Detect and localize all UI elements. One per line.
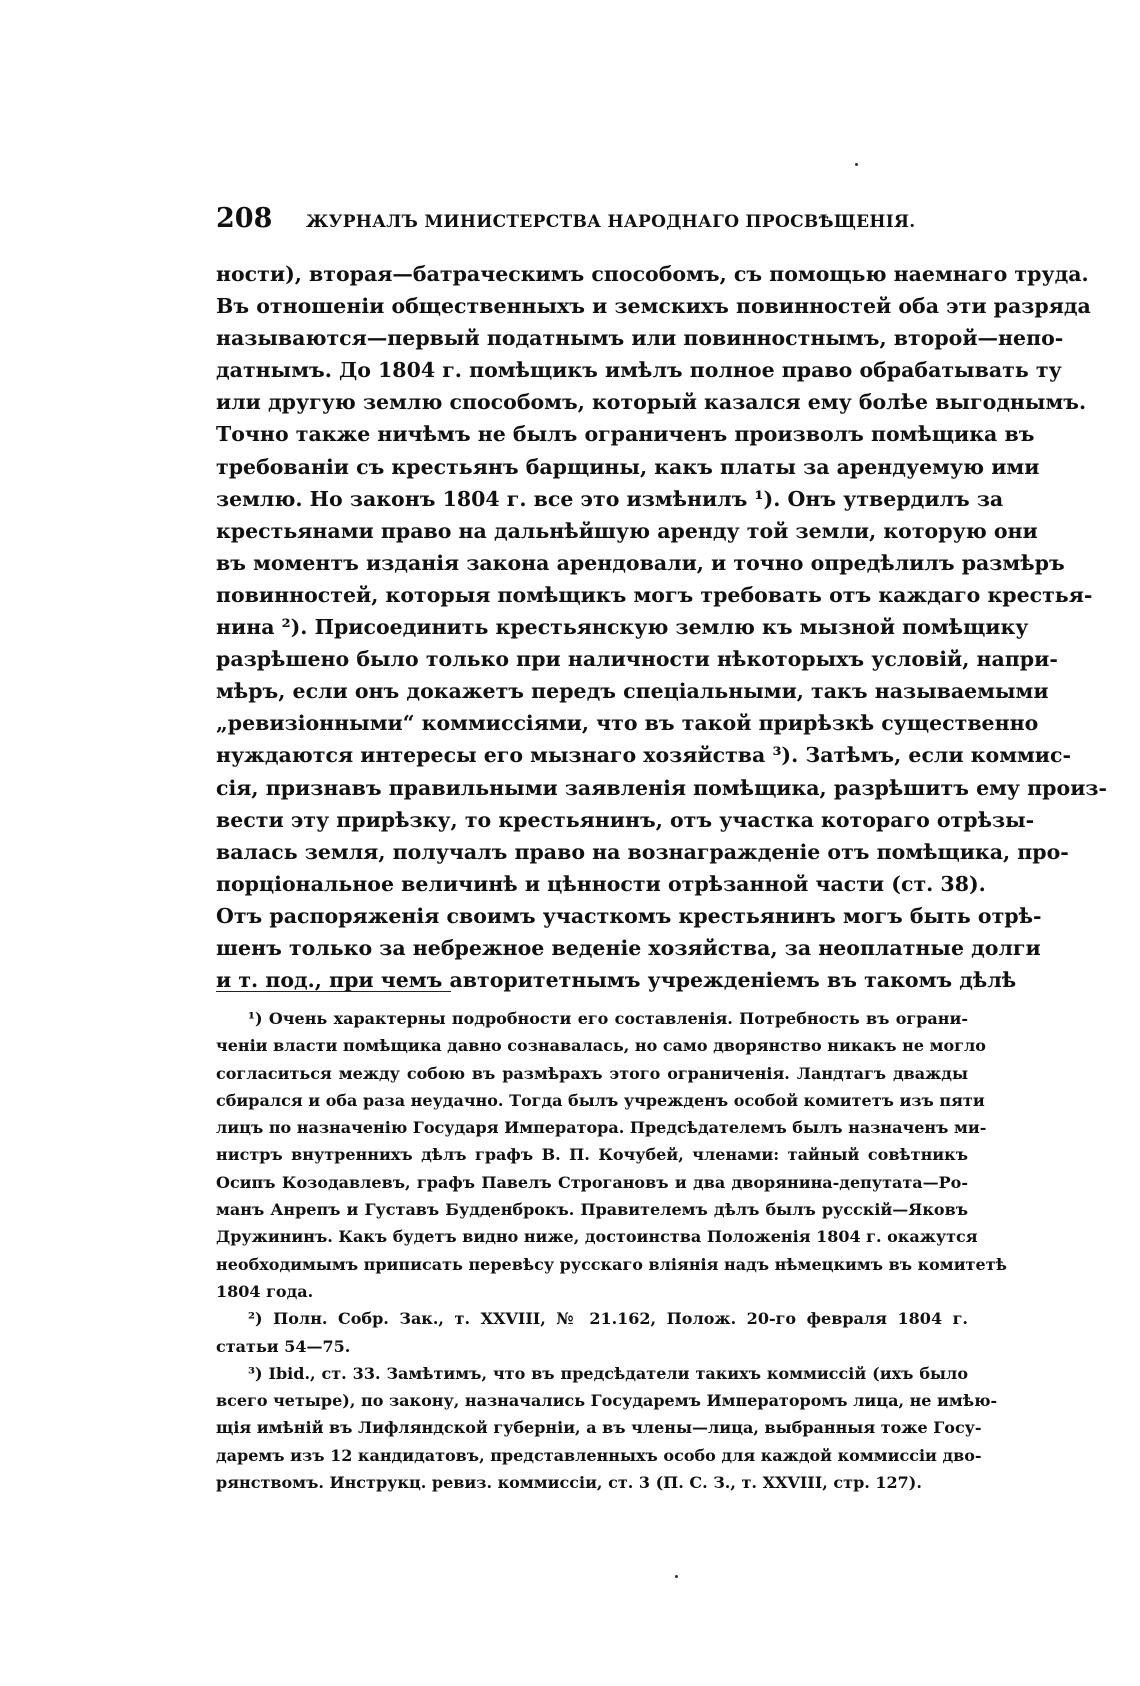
scan-speck bbox=[675, 1575, 678, 1578]
text-line: сія, признавъ правильными заявленія помѣщика, разрѣшитъ ему произ- bbox=[216, 775, 1107, 800]
text-line: вести эту прирѣзку, то крестьянинъ, отъ участка котораго отрѣзы- bbox=[216, 807, 1035, 832]
text-line: въ моментъ изданія закона арендовали, и точно опредѣлилъ размѣръ bbox=[216, 550, 1065, 575]
page-header bbox=[216, 203, 968, 239]
text-line: Точно также ничѣмъ не былъ ограниченъ произволъ помѣщика въ bbox=[216, 422, 1035, 447]
text-line: порціональное величинѣ и цѣнности отрѣзанной части (ст. 38). bbox=[216, 871, 986, 896]
text-line: нуждаются интересы его мызнаго хозяйства ³). Затѣмъ, если коммис- bbox=[216, 743, 1072, 768]
footnotes bbox=[216, 1005, 1007, 1496]
running-title: ЖУРНАЛЪ МИНИСТЕРСТВА НАРОДНАГО ПРОСВѢЩЕНІЯ. bbox=[306, 212, 916, 232]
text-line: шенъ только за небрежное веденіе хозяйства, за неоплатные долги bbox=[216, 935, 1041, 960]
text-line: Въ отношеніи общественныхъ и земскихъ повинностей оба эти разряда bbox=[216, 294, 1091, 319]
footnote-line: ²) Полн. Собр. Зак., т. XXVIII, № 21.162, Полож. 20-го февраля 1804 г. bbox=[248, 1309, 968, 1329]
text-line: называются—первый податнымъ или повинностнымъ, второй—непо- bbox=[216, 326, 1064, 351]
footnote-line: необходимымъ приписать перевѣсу русскаго вліянія надъ нѣмецкимъ въ комитетѣ bbox=[216, 1254, 1007, 1274]
text-line: мѣръ, если онъ докажетъ передъ спеціальными, такъ называемыми bbox=[216, 679, 1049, 704]
text-line: ности), вторая—батраческимъ способомъ, съ помощью наемнаго труда. bbox=[216, 262, 1089, 286]
footnote-line: ¹) Очень характерны подробности его составленія. Потребность въ ограни- bbox=[248, 1009, 968, 1028]
footnote-line: рянствомъ. Инструкц. ревиз. коммиссіи, ст. 3 (П. С. З., т. XXVIII, стр. 127). bbox=[216, 1473, 922, 1493]
footnote-2 bbox=[216, 1305, 968, 1360]
footnote-line: нистръ внутреннихъ дѣлъ графъ В. П. Кочубей, членами: тайный совѣтникъ bbox=[216, 1145, 968, 1165]
text-line: крестьянами право на дальнѣйшую аренду той земли, которую они bbox=[216, 518, 1038, 543]
footnote-1 bbox=[216, 1005, 1007, 1305]
text-line: и т. под., при чемъ авторитетнымъ учрежденіемъ въ такомъ дѣлѣ bbox=[216, 968, 1017, 993]
footnote-3 bbox=[216, 1360, 998, 1496]
footnote-divider bbox=[216, 991, 451, 992]
text-line: землю. Но законъ 1804 г. все это измѣнилъ ¹). Онъ утвердилъ за bbox=[216, 486, 1004, 511]
footnote-line: даремъ изъ 12 кандидатовъ, представленныхъ особо для каждой коммиссіи дво- bbox=[216, 1445, 982, 1465]
text-line: Отъ распоряженія своимъ участкомъ крестьянинъ могъ быть отрѣ- bbox=[216, 903, 1042, 928]
footnote-line: статьи 54—75. bbox=[216, 1336, 351, 1356]
text-line: валась земля, получалъ право на вознагражденіе отъ помѣщика, про- bbox=[216, 839, 1069, 864]
text-line: нина ²). Присоединить крестьянскую землю къ мызной помѣщику bbox=[216, 615, 1029, 640]
footnote-line: щія имѣній въ Лифляндской губерніи, а въ члены—лица, выбранныя тоже Госу- bbox=[216, 1418, 982, 1438]
text-line: или другую землю способомъ, который казался ему болѣе выгоднымъ. bbox=[216, 390, 1087, 415]
footnote-line: всего четыре), по закону, назначались Государемъ Императоромъ лица, не имѣю- bbox=[216, 1391, 998, 1411]
page-number: 208 bbox=[216, 203, 273, 234]
text-line: требованіи съ крестьянъ барщины, какъ платы за арендуемую ими bbox=[216, 454, 1040, 479]
footnote-line: ченіи власти помѣщика давно сознавалась, но само дворянство никакъ не могло bbox=[216, 1036, 986, 1056]
main-text bbox=[216, 258, 1107, 996]
footnote-line: ³) Ibid., ст. 33. Замѣтимъ, что въ предсѣдатели такихъ коммиссій (ихъ было bbox=[248, 1363, 968, 1383]
text-line: „ревизіонными“ коммиссіями, что въ такой прирѣзкѣ существенно bbox=[216, 711, 1039, 736]
footnote-line: манъ Анрепъ и Густавъ Будденброкъ. Правителемъ дѣлъ былъ русскій—Яковъ bbox=[216, 1200, 968, 1220]
scan-speck bbox=[855, 163, 858, 166]
footnote-line: Осипъ Козодавлевъ, графъ Павелъ Строгановъ и два дворянина-депутата—Ро- bbox=[216, 1172, 968, 1192]
footnote-line: согласиться между собою въ размѣрахъ этого ограниченія. Ландтагъ дважды bbox=[216, 1063, 968, 1083]
footnote-line: сбирался и оба раза неудачно. Тогда былъ учрежденъ особой комитетъ изъ пяти bbox=[216, 1090, 985, 1110]
footnote-line: 1804 года. bbox=[216, 1281, 314, 1301]
footnote-line: Дружининъ. Какъ будетъ видно ниже, достоинства Положенія 1804 г. окажутся bbox=[216, 1227, 978, 1247]
text-line: разрѣшено было только при наличности нѣкоторыхъ условій, напри- bbox=[216, 647, 1058, 672]
footnote-line: лицъ по назначенію Государя Императора. Предсѣдателемъ былъ назначенъ ми- bbox=[216, 1118, 987, 1138]
text-line: повинностей, которыя помѣщикъ могъ требовать отъ каждаго крестья- bbox=[216, 582, 1093, 607]
text-line: датнымъ. До 1804 г. помѣщикъ имѣлъ полное право обрабатывать ту bbox=[216, 358, 1062, 383]
